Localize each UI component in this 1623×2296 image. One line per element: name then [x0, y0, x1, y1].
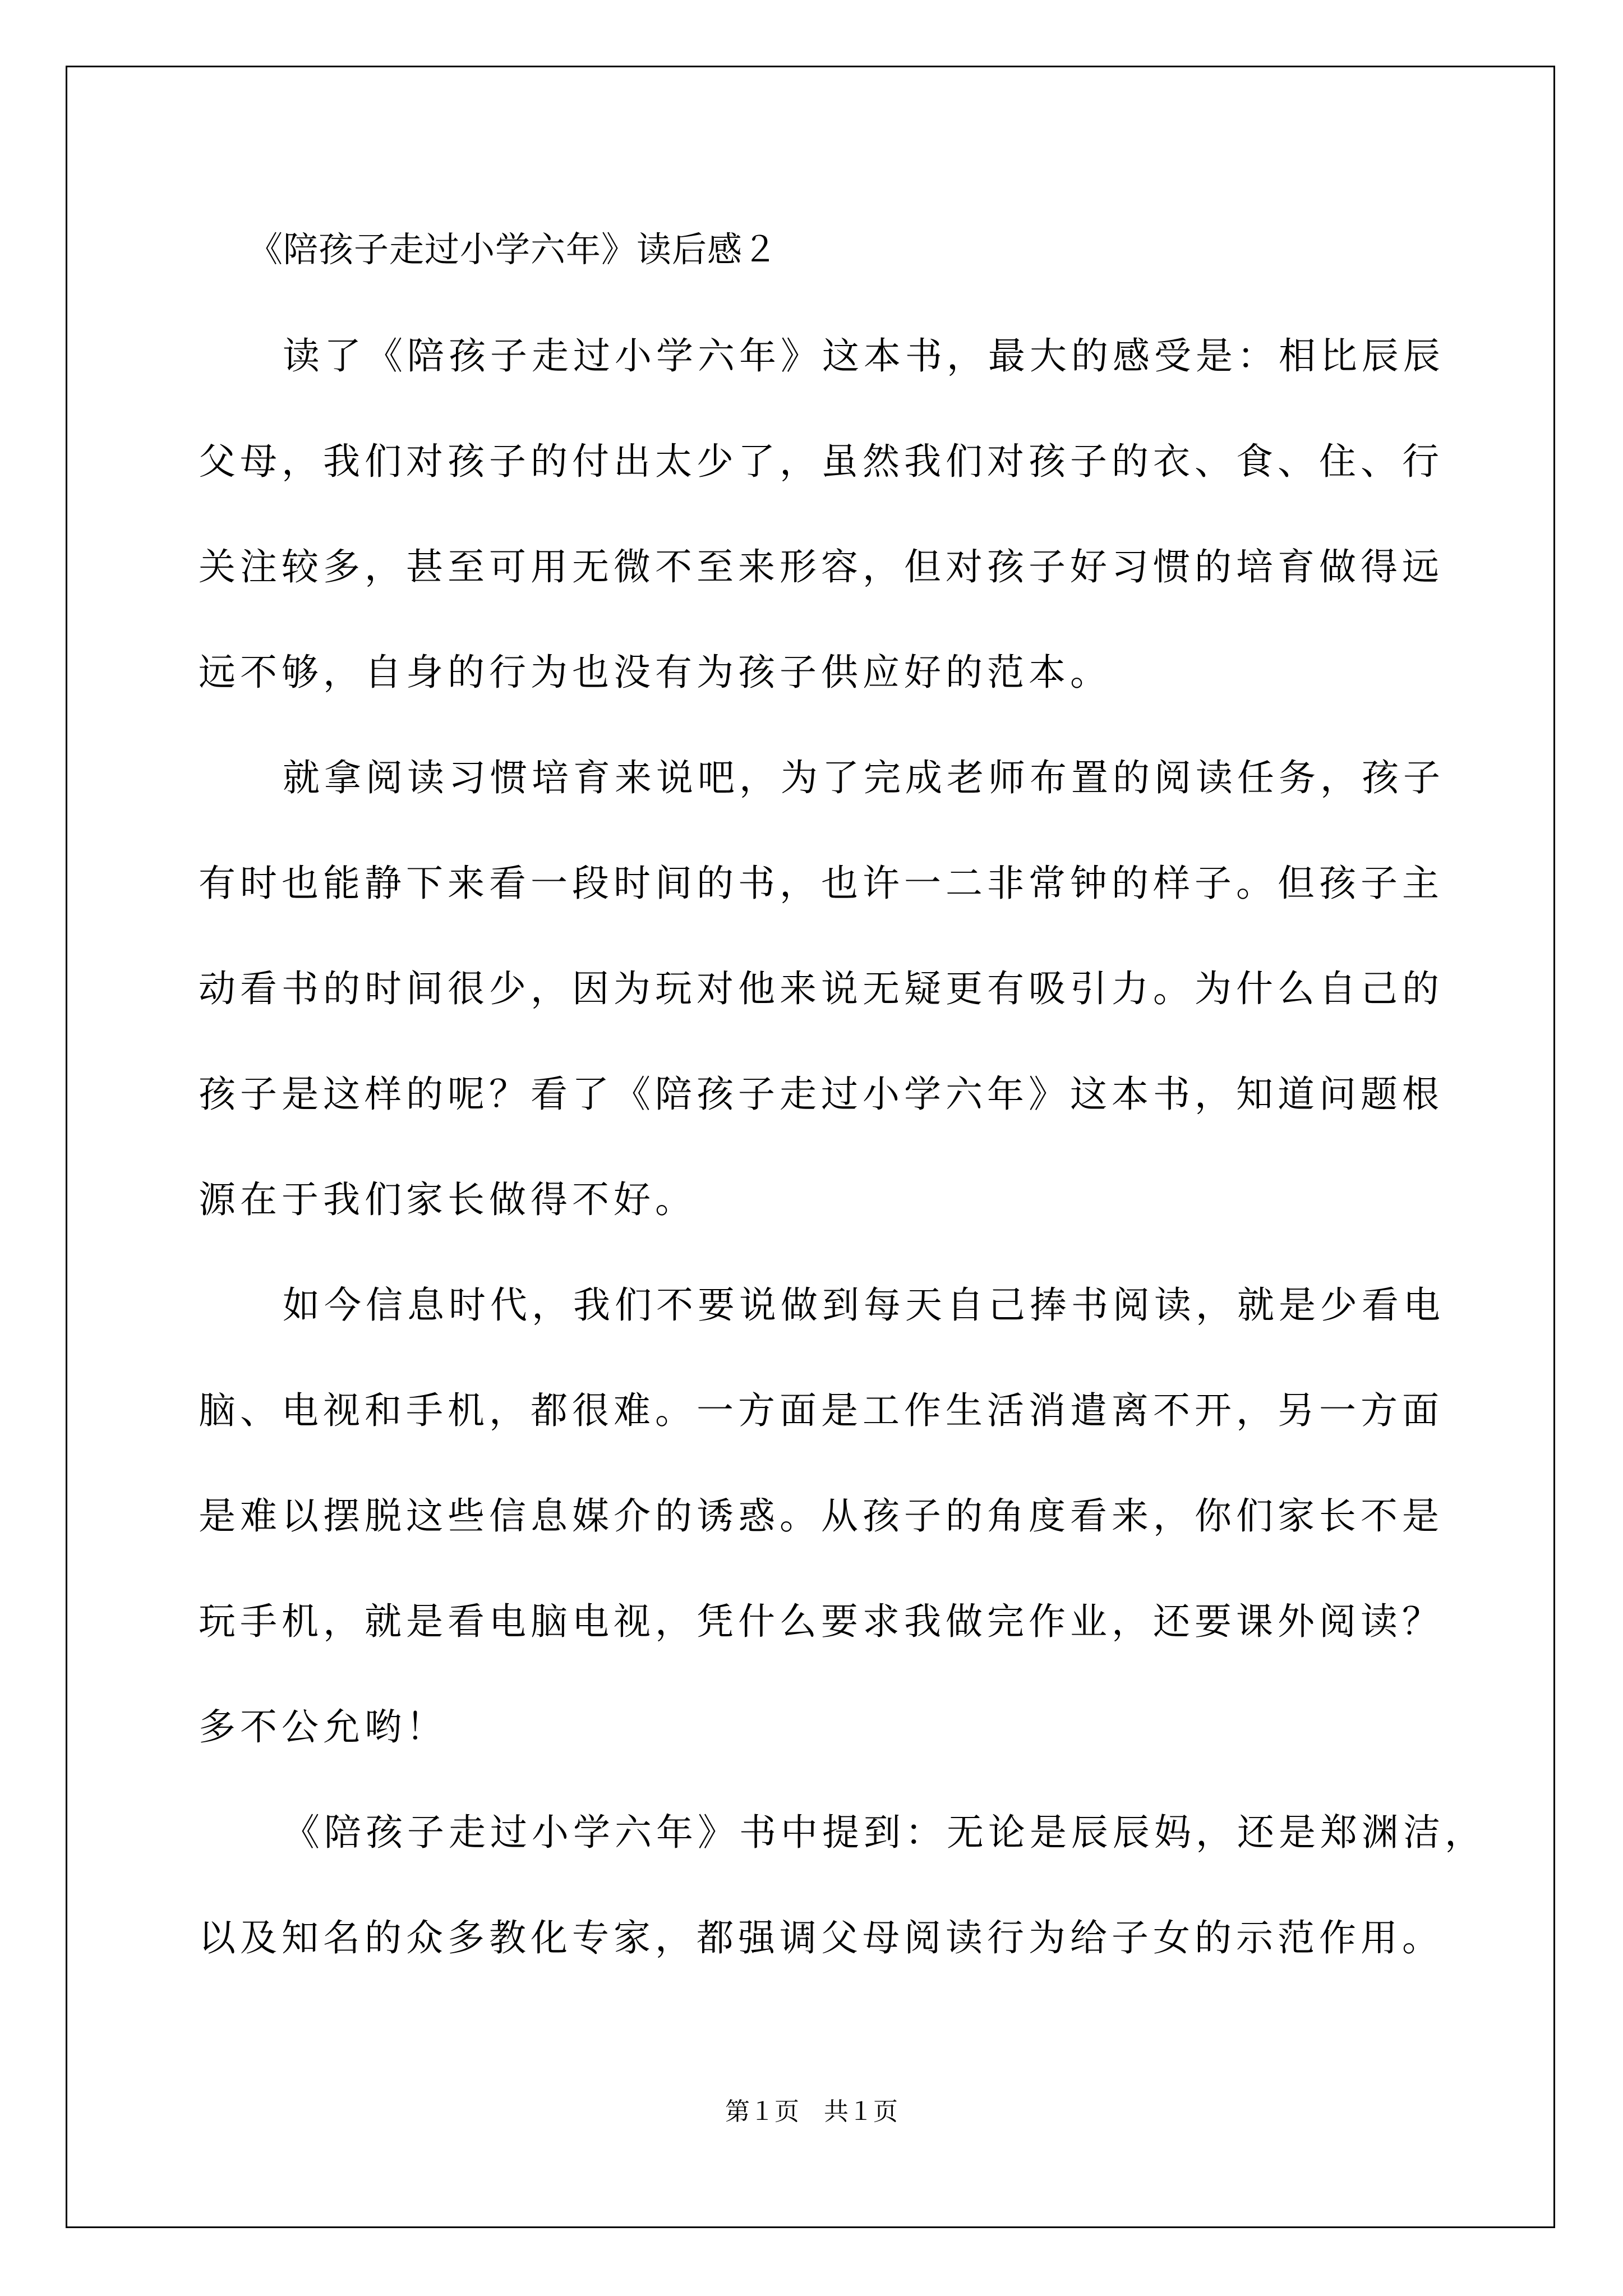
- paragraph-line: 远不够，自身的行为也没有为孩子供应好的范本。: [199, 651, 1112, 694]
- paragraph-line: 源在于我们家长做得不好。: [199, 1178, 697, 1221]
- paragraph-line: 多不公允哟！: [199, 1705, 448, 1749]
- paragraph-line: 玩手机，就是看电脑电视，凭什么要求我做完作业，还要课外阅读？: [199, 1600, 1444, 1643]
- page-footer: 第１页 共１页: [725, 2097, 898, 2126]
- paragraph-line: 脑、电视和手机，都很难。一方面是工作生活消遣离不开，另一方面: [199, 1389, 1444, 1432]
- paragraph-line: 是难以摆脱这些信息媒介的诱惑。从孩子的角度看来，你们家长不是: [199, 1494, 1444, 1538]
- paragraph-line: 就拿阅读习惯培育来说吧，为了完成老师布置的阅读任务，孩子: [283, 756, 1445, 799]
- paragraph-line: 《陪孩子走过小学六年》书中提到：无论是辰辰妈，还是郑渊洁，: [283, 1811, 1486, 1854]
- paragraph-4: [199, 1805, 1486, 2016]
- paragraph-line: 有时也能静下来看一段时间的书，也许一二非常钟的样子。但孩子主: [199, 862, 1444, 905]
- paragraph-line: 父母，我们对孩子的付出太少了，虽然我们对孩子的衣、食、住、行: [199, 440, 1444, 483]
- paragraph-line: 以及知名的众多教化专家，都强调父母阅读行为给子女的示范作用。: [199, 1916, 1444, 1959]
- paragraph-line: 读了《陪孩子走过小学六年》这本书，最大的感受是：相比辰辰: [283, 334, 1445, 378]
- paragraph-line: 孩子是这样的呢？看了《陪孩子走过小学六年》这本书，知道问题根: [199, 1073, 1444, 1116]
- paragraph-line: 动看书的时间很少，因为玩对他来说无疑更有吸引力。为什么自己的: [199, 967, 1444, 1010]
- paragraph-3: [199, 1277, 1445, 1805]
- paragraph-line: 如今信息时代，我们不要说做到每天自己捧书阅读，就是少看电: [283, 1283, 1445, 1327]
- paragraph-line: 关注较多，甚至可用无微不至来形容，但对孩子好习惯的培育做得远: [199, 545, 1444, 588]
- paragraph-1: [199, 328, 1445, 750]
- document-title: 《陪孩子走过小学六年》读后感２: [248, 229, 778, 270]
- paragraph-2: [199, 750, 1445, 1277]
